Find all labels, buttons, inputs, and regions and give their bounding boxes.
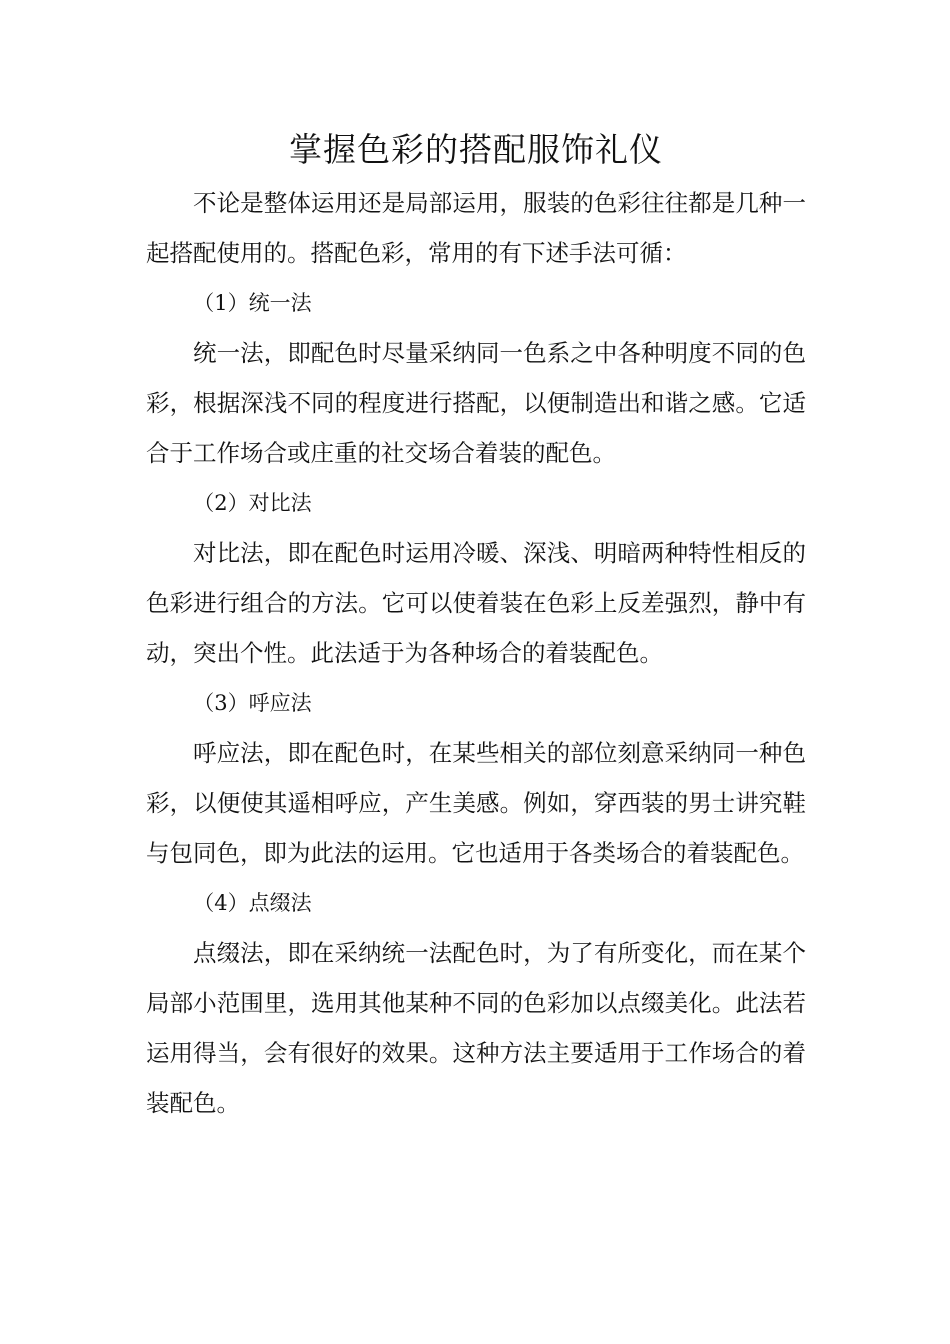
section-body-2: 对比法，即在配色时运用冷暖、深浅、明暗两种特性相反的色彩进行组合的方法。它可以使着装在色彩上反差强烈，静中有动，突出个性。此法适于为各种场合的着装配色。	[146, 539, 806, 667]
section-body-3: 呼应法，即在配色时，在某些相关的部位刻意采纳同一种色彩，以便使其遥相呼应，产生美感。例如，穿西装的男士讲究鞋与包同色，即为此法的运用。它也适用于各类场合的着装配色。	[146, 739, 806, 867]
section-heading-4: （4）点缀法	[193, 891, 312, 915]
section-heading-1: （1）统一法	[193, 291, 312, 315]
section-heading-2: （2）对比法	[193, 491, 312, 515]
section-body-4: 点缀法，即在采纳统一法配色时，为了有所变化，而在某个局部小范围里，选用其他某种不同的色彩加以点缀美化。此法若运用得当，会有很好的效果。这种方法主要适用于工作场合的着装配色。	[146, 939, 806, 1117]
document-title: 掌握色彩的搭配服饰礼仪	[289, 130, 663, 169]
section-body-1: 统一法，即配色时尽量采纳同一色系之中各种明度不同的色彩，根据深浅不同的程度进行搭配，以便制造出和谐之感。它适合于工作场合或庄重的社交场合着装的配色。	[146, 339, 806, 467]
section-heading-3: （3）呼应法	[193, 691, 312, 715]
intro-paragraph: 不论是整体运用还是局部运用，服装的色彩往往都是几种一起搭配使用的。搭配色彩，常用的有下述手法可循：	[146, 189, 806, 267]
document-page	[146, 128, 806, 1128]
